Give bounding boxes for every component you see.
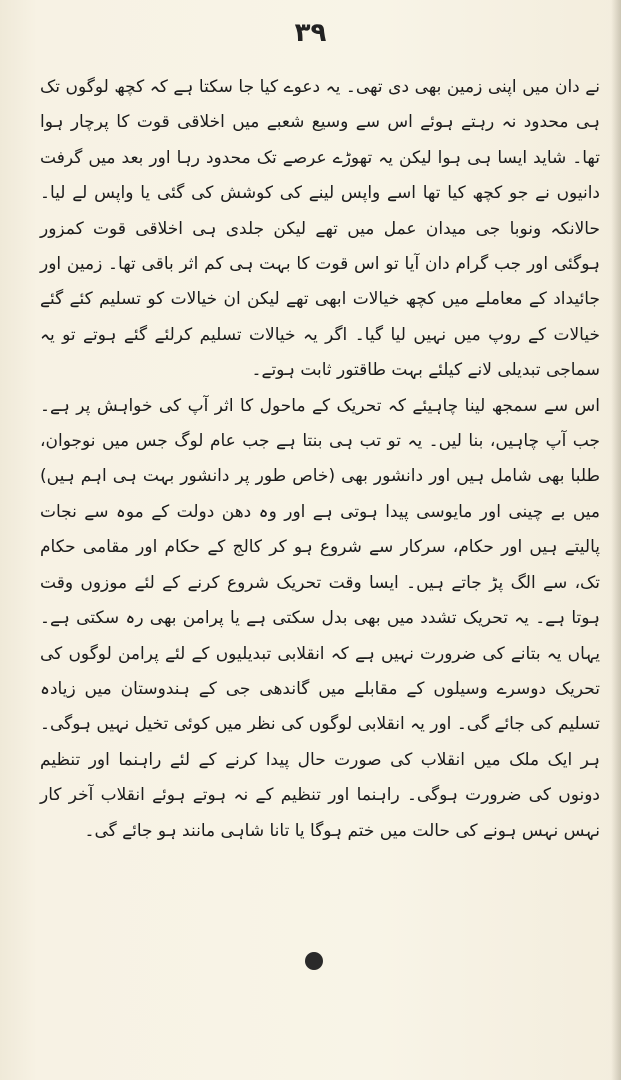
paragraph-2: اس سے سمجھ لینا چاہیئے کہ تحریک کے ماحول کا اثر آپ کی خواہش پر ہے۔ جب آپ چاہیں، بنا لیں۔ یہ تو تب ہی بنتا ہے جب عام لوگ جس میں نوجوان، طلبا بھی شامل ہیں اور دانشور بھی (خاص طور پر دانشور بہت ہی اہم ہیں) میں بے چینی اور مایوسی پیدا ہوتی ہے اور وہ دھن دولت کے موہ سے نجات پالیتے ہیں اور حکام، سرکار سے شروع ہو کر کالج کے حکام اور مقامی حکام تک، سے الگ پڑ جاتے ہیں۔ ایسا وقت تحریک شروع کرنے کے لئے موزوں وقت ہوتا ہے۔ یہ تحریک تشدد میں بھی بدل سکتی ہے یا پرامن بھی رہ سکتی ہے۔ یہاں یہ بتانے کی ضرورت نہیں ہے کہ انقلابی تبدیلیوں کے لئے پرامن لوگوں کی تحریک دوسرے وسیلوں کے مقابلے میں گاندھی جی کے ہندوستان میں زیادہ تسلیم کی جائے گی۔ اور یہ انقلابی لوگوں کی نظر میں کوئی تخیل نہیں ہوگی۔ ہر ایک ملک میں انقلاب کی صورت حال پیدا کرنے کے لئے راہنما اور تنظیم دونوں کی ضرورت ہوگی۔ راہنما اور تنظیم کے نہ ہوتے ہوئے انقلاب آخر کار نہس نہس ہونے کی حالت میں ختم ہوگا یا تانا شاہی مانند ہو جائے گی۔ [40, 395, 600, 841]
page-edge-shadow [611, 0, 621, 1080]
body-text [40, 70, 600, 849]
page-number: ۳۹ [294, 18, 327, 48]
paragraph-1: نے دان میں اپنی زمین بھی دی تھی۔ یہ دعوے کیا جا سکتا ہے کہ کچھ لوگوں تک ہی محدود نہ رہتے ہوئے اس سے وسیع شعبے میں اخلاقی قوت کا پرچار ہوا تھا۔ شاید ایسا ہی ہوا لیکن یہ تھوڑے عرصے تک محدود رہا اور بعد میں گرفت دانیوں نے جو کچھ کیا تھا اسے واپس لینے کی کوشش کی گئی یا واپس لے لیا۔ حالانکہ ونوبا جی میدان عمل میں تھے لیکن جلدی ہی اخلاقی قوت کمزور ہوگئی اور جب گرام دان آیا تو اس قوت کا بہت ہی کم اثر باقی تھا۔ زمین اور جائیداد کے معاملے میں کچھ خیالات ابھی تھے لیکن ان خیالات کو تسلیم کئے گئے خیالات کے روپ میں نہیں لیا گیا۔ اگر یہ خیالات تسلیم کرلئے گئے ہوتے تو یہ سماجی تبدیلی لانے کیلئے بہت طاقتور ثابت ہوتے۔ [40, 77, 600, 381]
end-dot [305, 952, 323, 970]
